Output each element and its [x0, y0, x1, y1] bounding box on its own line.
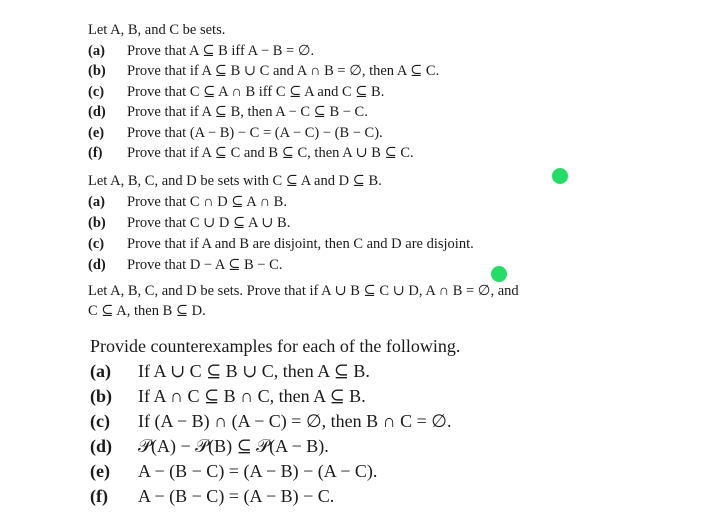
green-dot-marker	[552, 168, 568, 184]
item-label: (b)	[88, 215, 106, 231]
item-label: (e)	[88, 124, 105, 141]
exercise-4-intro: Provide counterexamples for each of the following.	[90, 336, 461, 356]
list-item	[88, 236, 474, 253]
item-label: (c)	[90, 411, 110, 431]
item-label: (c)	[88, 236, 105, 252]
list-item	[90, 436, 329, 457]
item-label: (d)	[88, 104, 106, 120]
item-text: Prove that if A ⊆ B ∪ C and A ∩ B = ∅, then A ⊆ C.	[127, 63, 440, 79]
list-item	[88, 145, 414, 162]
item-label: (d)	[88, 257, 106, 273]
item-label: (a)	[90, 361, 111, 381]
item-label: (b)	[90, 386, 112, 406]
item-text: Prove that C ∪ D ⊆ A ∪ B.	[127, 215, 291, 231]
item-text: If A ∩ C ⊆ B ∩ C, then A ⊆ B.	[138, 386, 366, 406]
item-label: (a)	[88, 194, 105, 210]
item-text: Prove that C ∩ D ⊆ A ∩ B.	[127, 194, 287, 210]
item-text: A − (B − C) = (A − B) − C.	[138, 486, 335, 506]
exercise-2-intro: Let A, B, C, and D be sets with C ⊆ A and D ⊆ B.	[88, 173, 382, 189]
green-dot-marker	[491, 266, 507, 282]
item-label: (a)	[88, 42, 105, 59]
item-text: Prove that D − A ⊆ B − C.	[127, 257, 283, 273]
item-label: (b)	[88, 63, 106, 79]
list-item	[88, 43, 314, 60]
exercise-3-line-2: C ⊆ A, then B ⊆ D.	[88, 303, 206, 319]
item-label: (d)	[90, 436, 112, 456]
item-text: A − (B − C) = (A − B) − (A − C).	[138, 461, 378, 481]
list-item	[88, 257, 282, 274]
list-item	[90, 361, 370, 382]
item-text: Prove that if A ⊆ B, then A − C ⊆ B − C.	[127, 104, 368, 120]
item-text: 𝒫(A) − 𝒫(B) ⊆ 𝒫(A − B).	[138, 436, 329, 456]
item-text: Prove that A ⊆ B iff A − B = ∅.	[127, 42, 315, 59]
exercise-1-intro: Let A, B, and C be sets.	[88, 22, 226, 38]
list-item	[90, 486, 334, 507]
item-text: Prove that if A and B are disjoint, then C and D are disjoint.	[127, 236, 474, 252]
list-item	[88, 125, 383, 142]
item-text: If A ∪ C ⊆ B ∪ C, then A ⊆ B.	[138, 361, 370, 381]
exercise-3-line-1: Let A, B, C, and D be sets. Prove that if A ∪ B ⊆ C ∪ D, A ∩ B = ∅, and	[88, 283, 519, 299]
item-label: (f)	[90, 486, 108, 506]
list-item	[88, 63, 439, 80]
item-text: Prove that if A ⊆ C and B ⊆ C, then A ∪ B ⊆ C.	[127, 145, 414, 161]
item-text: Prove that C ⊆ A ∩ B iff C ⊆ A and C ⊆ B.	[127, 83, 385, 100]
list-item	[88, 215, 290, 232]
list-item	[88, 194, 287, 211]
list-item	[90, 386, 366, 407]
item-label: (c)	[88, 83, 105, 100]
list-item	[88, 84, 384, 101]
list-item	[90, 411, 451, 432]
list-item	[88, 104, 368, 121]
item-label: (f)	[88, 145, 103, 161]
item-text: If (A − B) ∩ (A − C) = ∅, then B ∩ C = ∅.	[138, 411, 452, 431]
item-text: Prove that (A − B) − C = (A − C) − (B − C).	[127, 124, 383, 141]
item-label: (e)	[90, 461, 110, 481]
list-item	[90, 461, 377, 482]
